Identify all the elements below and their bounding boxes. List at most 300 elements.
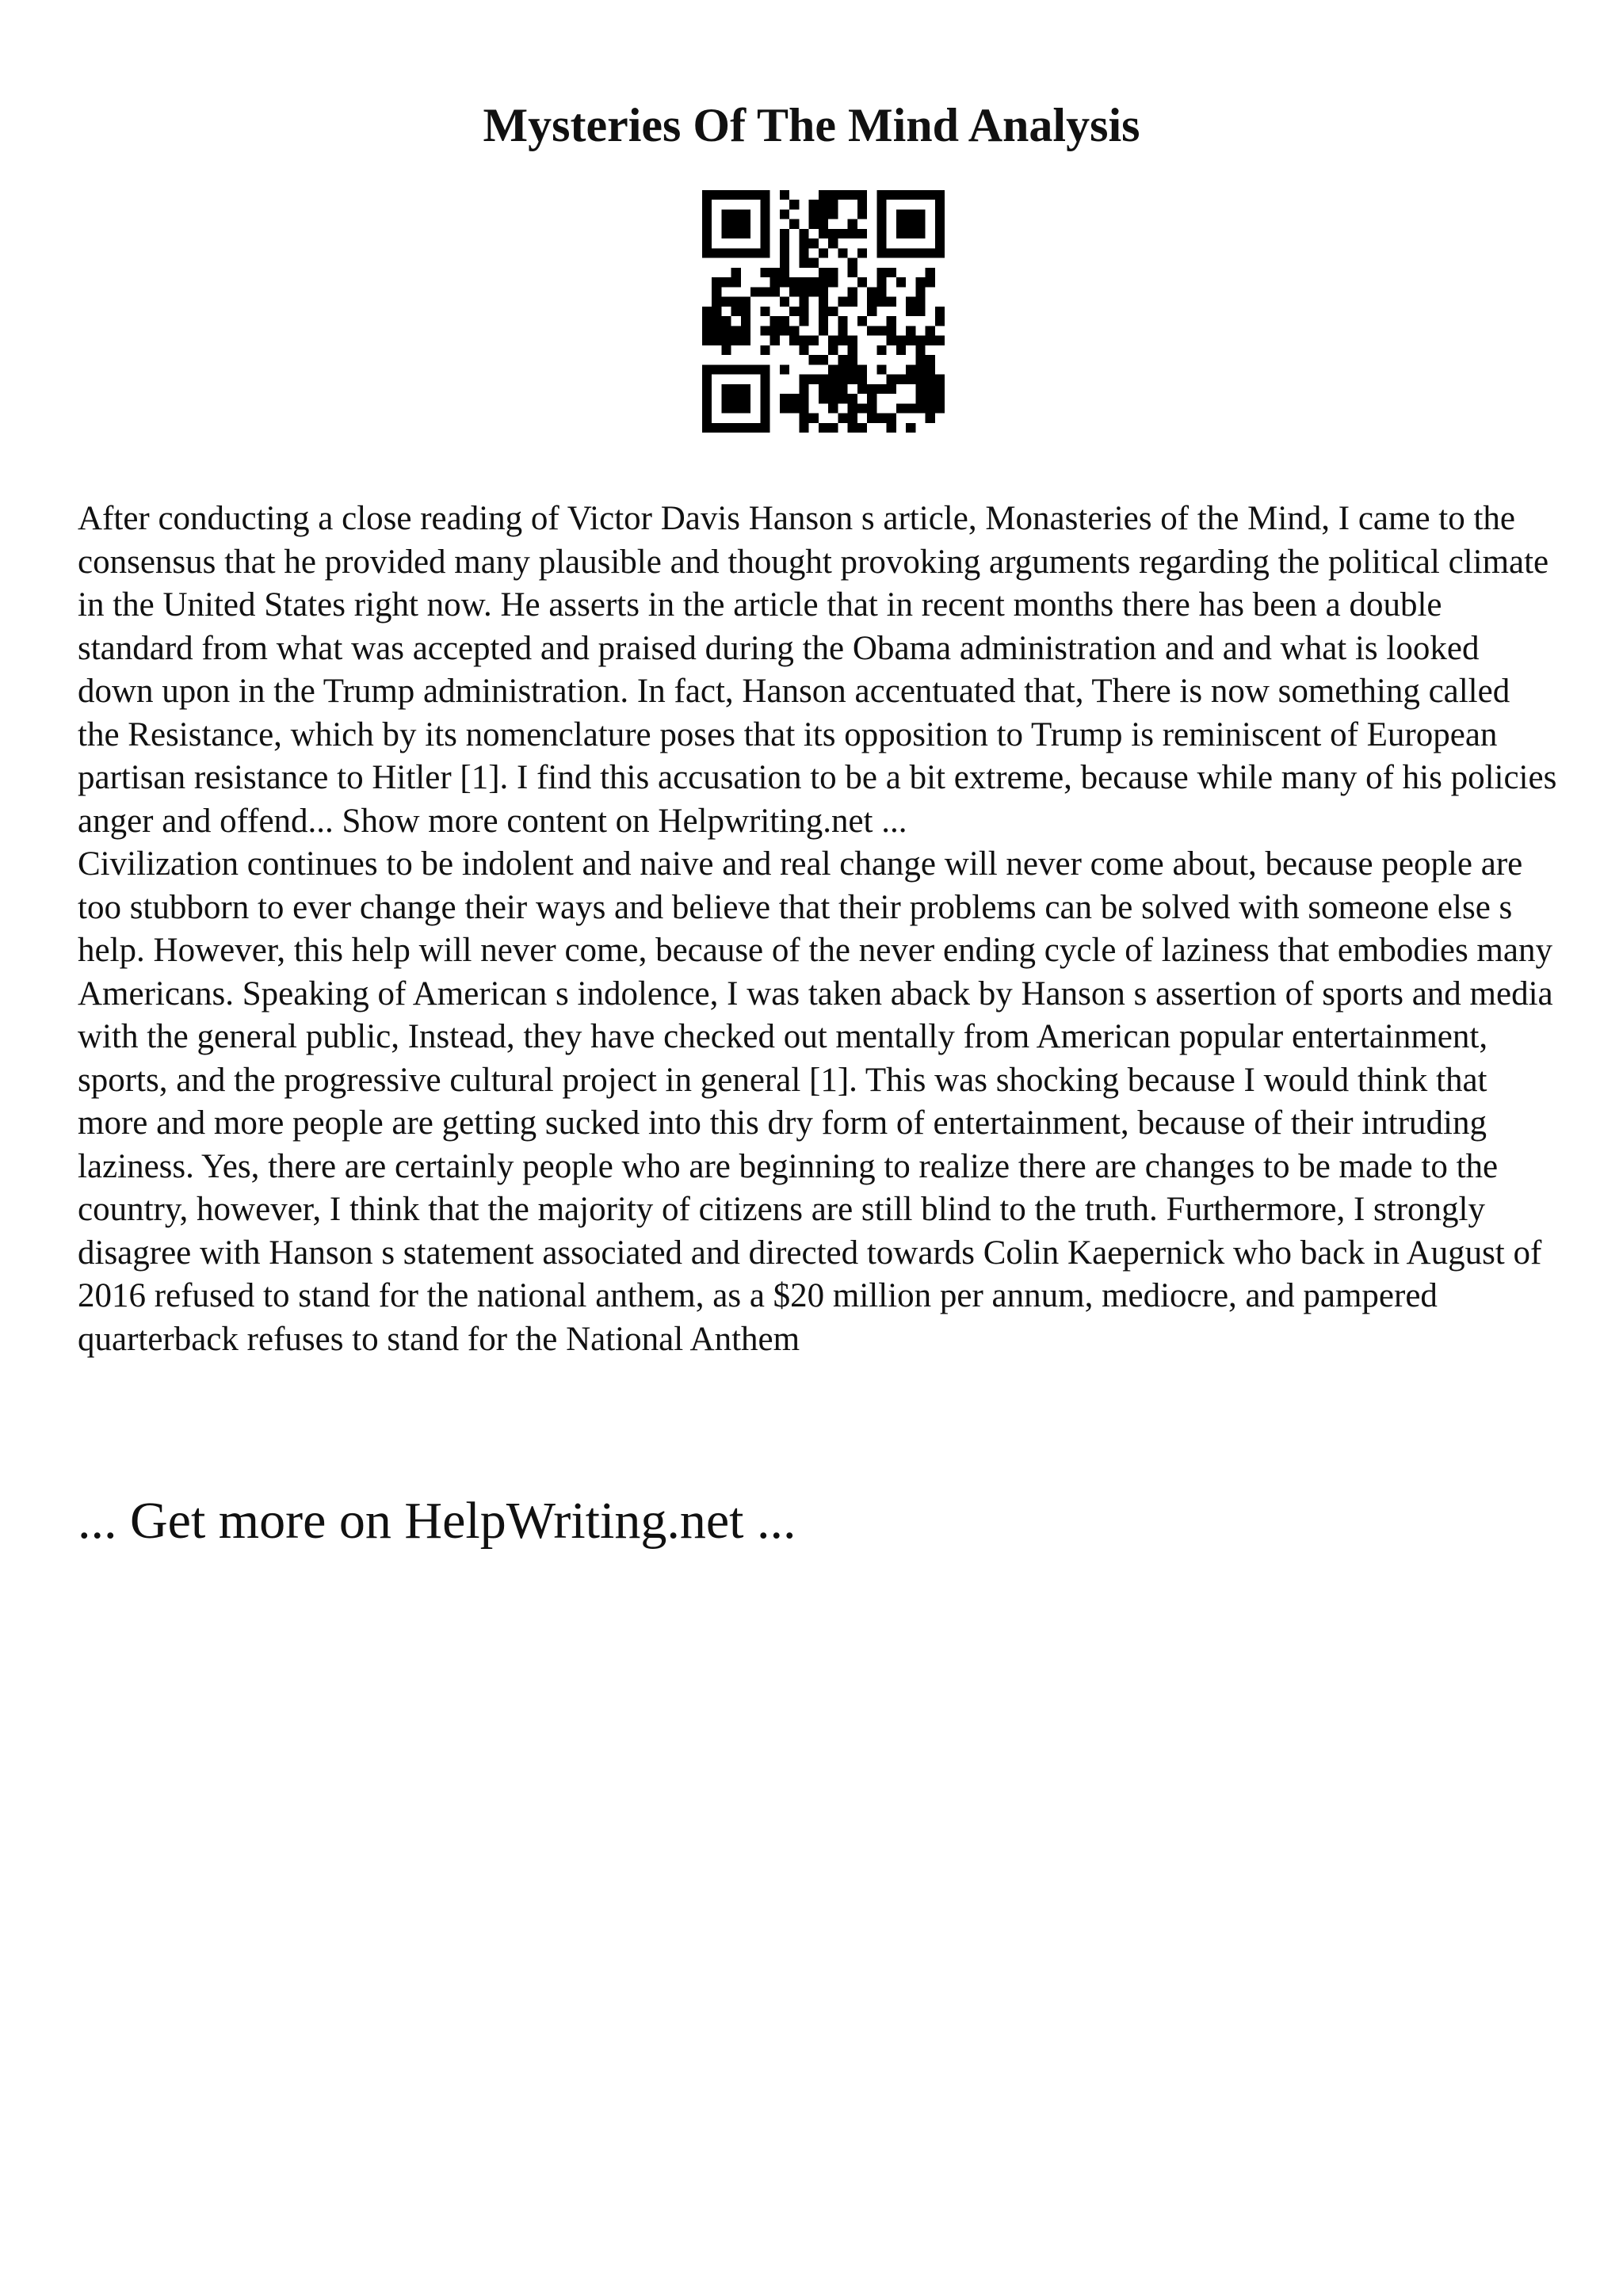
qr-module: [935, 307, 945, 316]
qr-module: [935, 209, 945, 219]
qr-module: [780, 364, 789, 374]
qr-module: [935, 200, 945, 209]
qr-module: [750, 287, 760, 296]
qr-module: [867, 297, 876, 307]
qr-module: [838, 316, 847, 326]
qr-module: [887, 336, 896, 345]
qr-module: [828, 209, 838, 219]
qr-module: [780, 394, 789, 403]
qr-module: [731, 384, 741, 394]
qr-module: [857, 277, 867, 287]
qr-module: [915, 297, 925, 307]
qr-module: [896, 190, 906, 200]
qr-module: [828, 345, 838, 355]
qr-module: [926, 364, 935, 374]
qr-module: [848, 375, 857, 384]
qr-module: [887, 384, 896, 394]
qr-module: [867, 307, 876, 316]
qr-module: [896, 375, 906, 384]
qr-module: [926, 414, 935, 423]
qr-module: [721, 229, 731, 238]
qr-module: [935, 403, 945, 413]
qr-module: [915, 394, 925, 403]
qr-module: [828, 384, 838, 394]
qr-module: [702, 219, 712, 229]
qr-module: [828, 364, 838, 374]
qr-module: [915, 375, 925, 384]
qr-module: [731, 277, 741, 287]
qr-module: [935, 248, 945, 257]
qr-module: [867, 403, 876, 413]
qr-module: [838, 229, 847, 238]
qr-module: [848, 414, 857, 423]
qr-module: [848, 297, 857, 307]
qr-module: [741, 297, 750, 307]
qr-module: [712, 190, 721, 200]
qr-module: [915, 384, 925, 394]
qr-module: [809, 258, 819, 268]
qr-module: [780, 229, 789, 238]
qr-module: [867, 394, 876, 403]
qr-module: [780, 268, 789, 277]
qr-module: [750, 423, 760, 433]
qr-module: [838, 394, 847, 403]
qr-module: [926, 384, 935, 394]
qr-module: [789, 326, 799, 335]
qr-module: [721, 316, 731, 326]
qr-module: [799, 238, 808, 248]
qr-module: [828, 268, 838, 277]
qr-module: [799, 336, 808, 345]
qr-module: [702, 316, 712, 326]
qr-module: [828, 277, 838, 287]
qr-module: [780, 190, 789, 200]
qr-module: [731, 190, 741, 200]
qr-module: [789, 336, 799, 345]
qr-module: [906, 190, 915, 200]
qr-module: [731, 297, 741, 307]
qr-module: [857, 229, 867, 238]
qr-module: [702, 394, 712, 403]
qr-module: [799, 277, 808, 287]
qr-module: [702, 414, 712, 423]
qr-module: [780, 403, 789, 413]
qr-module: [702, 423, 712, 433]
qr-module: [819, 229, 828, 238]
qr-module: [702, 307, 712, 316]
qr-module: [876, 277, 886, 287]
qr-module: [887, 414, 896, 423]
qr-module: [789, 277, 799, 287]
qr-module: [915, 190, 925, 200]
qr-module: [799, 229, 808, 238]
qr-module: [780, 277, 789, 287]
qr-module: [741, 190, 750, 200]
qr-module: [731, 423, 741, 433]
qr-module: [809, 238, 819, 248]
qr-module: [906, 307, 915, 316]
qr-module: [935, 316, 945, 326]
qr-module: [741, 384, 750, 394]
qr-module: [926, 355, 935, 364]
qr-module: [702, 326, 712, 335]
qr-module: [906, 219, 915, 229]
qr-module: [819, 268, 828, 277]
qr-module: [838, 355, 847, 364]
qr-module: [857, 423, 867, 433]
qr-module: [780, 326, 789, 335]
qr-module: [915, 336, 925, 345]
qr-module: [935, 229, 945, 238]
qr-module: [760, 219, 769, 229]
qr-module: [828, 423, 838, 433]
qr-module: [828, 307, 838, 316]
qr-module: [906, 326, 915, 335]
qr-module: [906, 375, 915, 384]
qr-module: [935, 190, 945, 200]
qr-module: [712, 277, 721, 287]
qr-module: [915, 209, 925, 219]
qr-module: [799, 307, 808, 316]
qr-module: [915, 219, 925, 229]
qr-module: [809, 336, 819, 345]
qr-module: [848, 423, 857, 433]
qr-module: [857, 316, 867, 326]
qr-module: [848, 219, 857, 229]
qr-module: [876, 287, 886, 296]
qr-module: [721, 277, 731, 287]
qr-module: [702, 384, 712, 394]
qr-module: [760, 326, 769, 335]
qr-module: [712, 248, 721, 257]
qr-module: [838, 364, 847, 374]
qr-module: [809, 287, 819, 296]
qr-module: [887, 248, 896, 257]
qr-module: [741, 403, 750, 413]
qr-module: [760, 209, 769, 219]
qr-module: [721, 394, 731, 403]
qr-module: [721, 219, 731, 229]
qr-module: [741, 336, 750, 345]
qr-module: [887, 316, 896, 326]
qr-module: [876, 200, 886, 209]
qr-module: [721, 326, 731, 335]
qr-module: [926, 375, 935, 384]
qr-module: [819, 423, 828, 433]
qr-module: [702, 375, 712, 384]
qr-module: [896, 403, 906, 413]
qr-module: [819, 394, 828, 403]
qr-module: [731, 364, 741, 374]
qr-module: [780, 238, 789, 248]
qr-module: [828, 375, 838, 384]
qr-module: [906, 229, 915, 238]
qr-module: [867, 326, 876, 335]
qr-module: [750, 364, 760, 374]
qr-module: [848, 336, 857, 345]
qr-module: [867, 287, 876, 296]
paragraph-1: After conducting a close reading of Victor Davis Hanson s article, Monasteries of the Mind, I came to the consensus that he provided many plausible and thought provoking arguments regarding the political climate in the United States right now. He asserts in the article that in recent months there has been a double standard from what was accepted and praised during the Obama administration and and what is looked down upon in the Trump administration. In fact, Hanson accentuated that, There is now something called the Resistance, which by its nomenclature poses that its opposition to Trump is reminiscent of European partisan resistance to Hitler [1]. I find this accusation to be a bit extreme, because while many of his policies anger and offend... Show more content on Helpwriting.net ...: [78, 500, 1557, 840]
qr-module: [760, 364, 769, 374]
qr-module: [809, 277, 819, 287]
qr-module: [721, 403, 731, 413]
qr-module: [848, 229, 857, 238]
qr-module: [935, 384, 945, 394]
paragraph-2: Civilization continues to be indolent and naive and real change will never come about, because people are too stubborn to ever change their ways and believe that their problems can be solved with someone else s help. However, this help will never come, because of the never ending cycle of laziness that embodies many Americans. Speaking of American s indolence, I was taken aback by Hanson s assertion of sports and media with the general public, Instead, they have checked out mentally from American popular entertainment, sports, and the progressive cultural project in general [1]. This was shocking because I would think that more and more people are getting sucked into this dry form of entertainment, because of their intruding laziness. Yes, there are certainly people who are beginning to realize there are changes to be made to the country, however, I think that the majority of citizens are still blind to the truth. Furthermore, I strongly disagree with Hanson s statement associated and directed towards Colin Kaepernick who back in August of 2016 refused to stand for the national anthem, as a $20 million per annum, mediocre, and pampered quarterback refuses to stand for the National Anthem: [78, 845, 1553, 1358]
qr-module: [712, 287, 721, 296]
qr-module: [906, 423, 915, 433]
qr-module: [926, 268, 935, 277]
qr-module: [848, 287, 857, 296]
qr-module: [819, 277, 828, 287]
qr-module: [887, 375, 896, 384]
qr-module: [819, 384, 828, 394]
qr-module: [876, 190, 886, 200]
qr-module: [828, 403, 838, 413]
qr-module: [906, 209, 915, 219]
qr-module: [867, 414, 876, 423]
qr-module: [809, 200, 819, 209]
qr-module: [838, 297, 847, 307]
qr-module: [926, 403, 935, 413]
qr-module: [819, 209, 828, 219]
qr-module: [848, 403, 857, 413]
qr-module: [780, 209, 789, 219]
qr-module: [780, 297, 789, 307]
qr-module: [906, 297, 915, 307]
qr-module: [741, 209, 750, 219]
qr-module: [857, 364, 867, 374]
qr-module: [819, 200, 828, 209]
qr-module: [712, 336, 721, 345]
qr-module: [935, 219, 945, 229]
qr-module: [848, 355, 857, 364]
qr-module: [731, 219, 741, 229]
qr-module: [741, 423, 750, 433]
qr-module: [848, 258, 857, 268]
qr-module: [721, 384, 731, 394]
qr-module: [935, 394, 945, 403]
qr-module: [731, 229, 741, 238]
qr-module: [819, 326, 828, 335]
qr-module: [857, 248, 867, 257]
qr-module: [935, 238, 945, 248]
qr-module: [896, 336, 906, 345]
qr-module: [789, 307, 799, 316]
qr-module: [867, 384, 876, 394]
qr-module: [712, 316, 721, 326]
qr-module: [876, 345, 886, 355]
qr-module: [876, 248, 886, 257]
qr-module: [819, 248, 828, 257]
qr-module: [809, 375, 819, 384]
qr-module: [828, 229, 838, 238]
qr-module: [876, 229, 886, 238]
qr-module: [848, 268, 857, 277]
page-title: Mysteries Of The Mind Analysis: [483, 99, 1140, 151]
qr-module: [799, 258, 808, 268]
qr-module: [750, 190, 760, 200]
qr-module: [702, 229, 712, 238]
qr-module: [848, 364, 857, 374]
qr-module: [896, 248, 906, 257]
qr-module: [857, 384, 867, 394]
qr-module: [741, 219, 750, 229]
qr-module: [721, 209, 731, 219]
qr-module: [848, 190, 857, 200]
qr-module: [721, 190, 731, 200]
qr-module: [838, 336, 847, 345]
qr-module: [702, 364, 712, 374]
qr-module: [799, 316, 808, 326]
qr-module: [819, 316, 828, 326]
qr-module: [896, 277, 906, 287]
qr-module: [770, 287, 780, 296]
qr-module: [780, 248, 789, 257]
qr-module: [926, 336, 935, 345]
qr-module: [789, 287, 799, 296]
qr-module: [731, 326, 741, 335]
qr-module: [838, 190, 847, 200]
qr-module: [887, 268, 896, 277]
qr-module: [876, 238, 886, 248]
qr-module: [760, 394, 769, 403]
qr-module: [712, 423, 721, 433]
qr-module: [915, 364, 925, 374]
qr-module: [819, 297, 828, 307]
qr-module: [799, 423, 808, 433]
qr-module: [828, 336, 838, 345]
qr-module: [702, 403, 712, 413]
qr-module: [760, 238, 769, 248]
qr-module: [721, 345, 731, 355]
qr-module: [721, 248, 731, 257]
qr-module: [712, 307, 721, 316]
qr-module: [819, 355, 828, 364]
qr-module: [760, 403, 769, 413]
qr-module: [770, 268, 780, 277]
qr-module: [760, 345, 769, 355]
article-body: [78, 498, 1560, 1361]
qr-module: [915, 229, 925, 238]
qr-module: [915, 287, 925, 296]
qr-module: [926, 394, 935, 403]
qr-module: [750, 248, 760, 257]
qr-module: [906, 336, 915, 345]
qr-module: [731, 336, 741, 345]
get-more-link[interactable]: ... Get more on HelpWriting.net ...: [78, 1492, 796, 1550]
qr-module: [702, 248, 712, 257]
qr-module: [915, 248, 925, 257]
qr-module: [906, 403, 915, 413]
qr-module: [799, 287, 808, 296]
qr-module: [857, 403, 867, 413]
qr-module: [799, 394, 808, 403]
qr-module: [828, 238, 838, 248]
qr-module: [731, 209, 741, 219]
qr-module: [721, 423, 731, 433]
qr-module: [760, 384, 769, 394]
qr-module: [799, 248, 808, 257]
qr-module: [770, 326, 780, 335]
qr-module: [876, 297, 886, 307]
qr-module: [915, 307, 925, 316]
qr-module: [838, 384, 847, 394]
qr-module: [760, 248, 769, 257]
qr-code-icon: [702, 190, 945, 433]
qr-module: [887, 423, 896, 433]
qr-module: [760, 287, 769, 296]
qr-module: [799, 375, 808, 384]
qr-module: [809, 355, 819, 364]
qr-module: [857, 209, 867, 219]
qr-module: [857, 375, 867, 384]
qr-module: [780, 258, 789, 268]
qr-module: [828, 190, 838, 200]
qr-module: [887, 297, 896, 307]
qr-module: [702, 336, 712, 345]
qr-module: [876, 268, 886, 277]
qr-module: [887, 190, 896, 200]
qr-module: [896, 229, 906, 238]
qr-module: [731, 268, 741, 277]
qr-module: [926, 326, 935, 335]
qr-module: [741, 394, 750, 403]
qr-module: [819, 307, 828, 316]
qr-module: [721, 336, 731, 345]
qr-module: [731, 394, 741, 403]
qr-module: [760, 375, 769, 384]
qr-module: [876, 219, 886, 229]
qr-module: [712, 326, 721, 335]
qr-module: [799, 345, 808, 355]
qr-module: [760, 423, 769, 433]
qr-module: [876, 414, 886, 423]
qr-module: [819, 219, 828, 229]
qr-module: [760, 414, 769, 423]
qr-module: [915, 355, 925, 364]
qr-module: [838, 375, 847, 384]
qr-module: [799, 297, 808, 307]
qr-module: [809, 209, 819, 219]
qr-module: [760, 229, 769, 238]
qr-module: [789, 394, 799, 403]
qr-module: [760, 190, 769, 200]
qr-module: [799, 414, 808, 423]
qr-module: [857, 200, 867, 209]
qr-module: [926, 190, 935, 200]
qr-module: [702, 238, 712, 248]
qr-module: [876, 209, 886, 219]
qr-module: [896, 209, 906, 219]
qr-module: [896, 219, 906, 229]
qr-module: [770, 277, 780, 287]
qr-module: [876, 364, 886, 374]
qr-module: [906, 248, 915, 257]
qr-module: [702, 209, 712, 219]
qr-module: [876, 384, 886, 394]
qr-module: [838, 326, 847, 335]
qr-module: [838, 248, 847, 257]
qr-module: [896, 345, 906, 355]
qr-module: [770, 316, 780, 326]
qr-module: [702, 190, 712, 200]
qr-module: [819, 190, 828, 200]
qr-module: [789, 219, 799, 229]
qr-module: [809, 219, 819, 229]
qr-module: [770, 336, 780, 345]
qr-module: [799, 403, 808, 413]
